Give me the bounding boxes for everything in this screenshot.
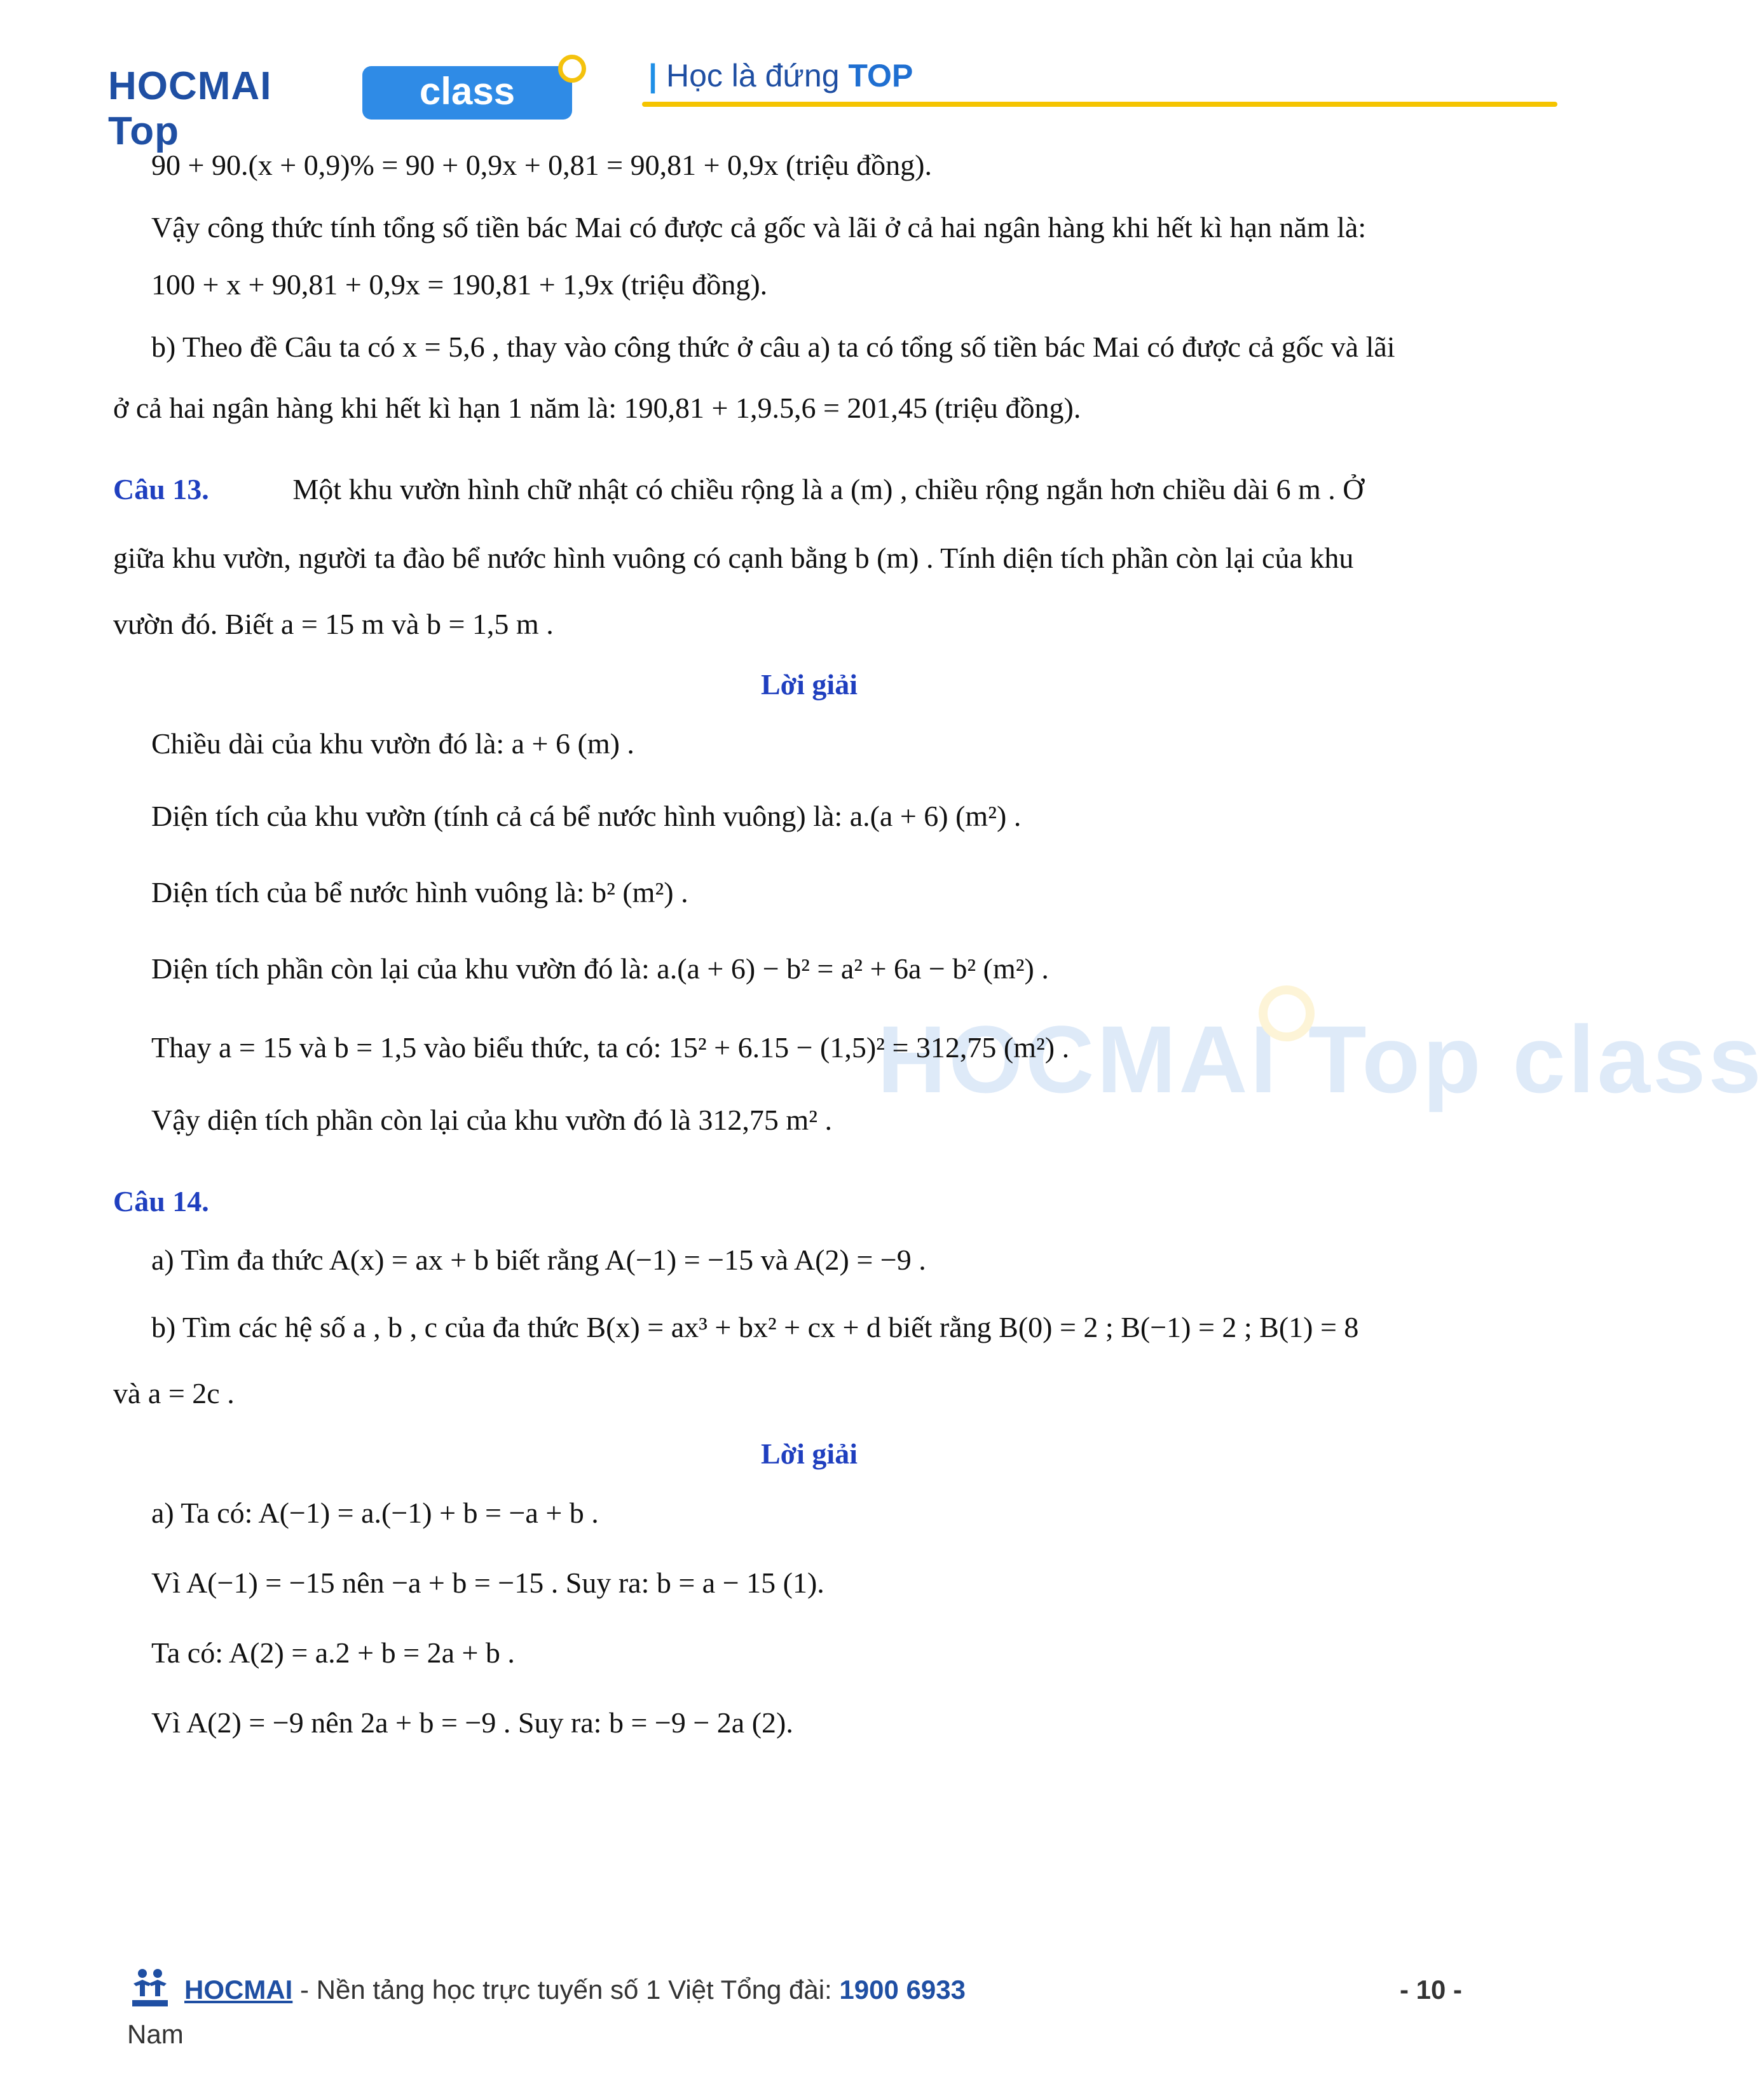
text-line: Chiều dài của khu vườn đó là: a + 6 (m) . [151,727,634,760]
watermark-text: HOCMAI Top class [877,1006,1764,1113]
text-line: Vậy diện tích phần còn lại của khu vườn đó là 312,75 m² . [151,1104,832,1136]
text-line: Vì A(−1) = −15 nên −a + b = −15 . Suy ra: b = a − 15 (1). [151,1567,824,1599]
text-line: Ta có: A(2) = a.2 + b = 2a + b . [151,1636,515,1669]
solution-title: Lời giải [761,668,858,701]
footer-tagline: - Nền tảng học trực tuyến số 1 Việt Tổng đài: [292,1975,840,2005]
question-text: Một khu vườn hình chữ nhật có chiều rộng là a (m) , chiều rộng ngắn hơn chiều dài 6 m . Ở [292,473,1364,505]
text-line: Vì A(2) = −9 nên 2a + b = −9 . Suy ra: b = −9 − 2a (2). [151,1706,793,1739]
slogan-top: TOP [848,58,913,93]
text-line: Diện tích của khu vườn (tính cả cá bể nước hình vuông) là: a.(a + 6) (m²) . [151,800,1022,832]
text-line: Diện tích phần còn lại của khu vườn đó là: a.(a + 6) − b² = a² + 6a − b² (m²) . [151,952,1049,985]
page-footer [127,1964,1462,2053]
text-line: ở cả hai ngân hàng khi hết kì hạn 1 năm là: 190,81 + 1,9.5,6 = 201,45 (triệu đồng). [113,392,1081,424]
page-header [108,38,1449,153]
text-line: a) Ta có: A(−1) = a.(−1) + b = −a + b . [151,1497,599,1529]
solution-title: Lời giải [761,1437,858,1470]
footer-text [184,1975,966,2005]
logo-text: HOCMAI Top [108,64,272,153]
slogan-bar: | [648,58,657,93]
footer-tail: Nam [127,2019,184,2049]
slogan [648,57,913,94]
text-line: Thay a = 15 và b = 1,5 vào biểu thức, ta có: 15² + 6.15 − (1,5)² = 312,75 (m²) . [151,1031,1070,1064]
header-divider [642,102,1557,107]
page-number: - 10 - [1399,1975,1462,2005]
question-label: Câu 14. [113,1185,209,1217]
text-line: Vậy công thức tính tổng số tiền bác Mai có được cả gốc và lãi ở cả hai ngân hàng khi hết kì hạn năm là: [151,211,1367,243]
text-line: Diện tích của bể nước hình vuông là: b² (m²) . [151,876,688,908]
question-14 [113,1183,209,1221]
logo-class-badge: class [362,66,572,120]
question-13 [113,470,1364,509]
text-line: b) Theo đề Câu ta có x = 5,6 , thay vào công thức ở câu a) ta có tổng số tiền bác Mai có được cả gốc và lãi [151,331,1395,363]
text-line: 100 + x + 90,81 + 0,9x = 190,81 + 1,9x (triệu đồng). [151,268,768,301]
footer-brand-link[interactable]: HOCMAI [184,1975,293,2005]
sun-icon [558,55,586,83]
question-label: Câu 13. [113,473,209,505]
text-line: và a = 2c . [113,1377,235,1409]
text-line: a) Tìm đa thức A(x) = ax + b biết rằng A(−1) = −15 và A(2) = −9 . [151,1244,926,1276]
text-line: vườn đó. Biết a = 15 m và b = 1,5 m . [113,608,554,640]
text-line: giữa khu vườn, người ta đào bể nước hình vuông có cạnh bằng b (m) . Tính diện tích phần còn lại của khu [113,542,1354,574]
text-line: b) Tìm các hệ số a , b , c của đa thức B(x) = ax³ + bx² + cx + d biết rằng B(0) = 2 ; B(−1) = 2 ; B(1) = 8 [151,1311,1359,1343]
footer-phone: 1900 6933 [839,1975,966,2005]
watermark-sun-icon [1259,985,1315,1041]
hocmai-people-icon [127,1964,173,2010]
slogan-text: Học là đứng [666,58,840,93]
text-line: 90 + 90.(x + 0,9)% = 90 + 0,9x + 0,81 = 90,81 + 0,9x (triệu đồng). [151,149,932,181]
